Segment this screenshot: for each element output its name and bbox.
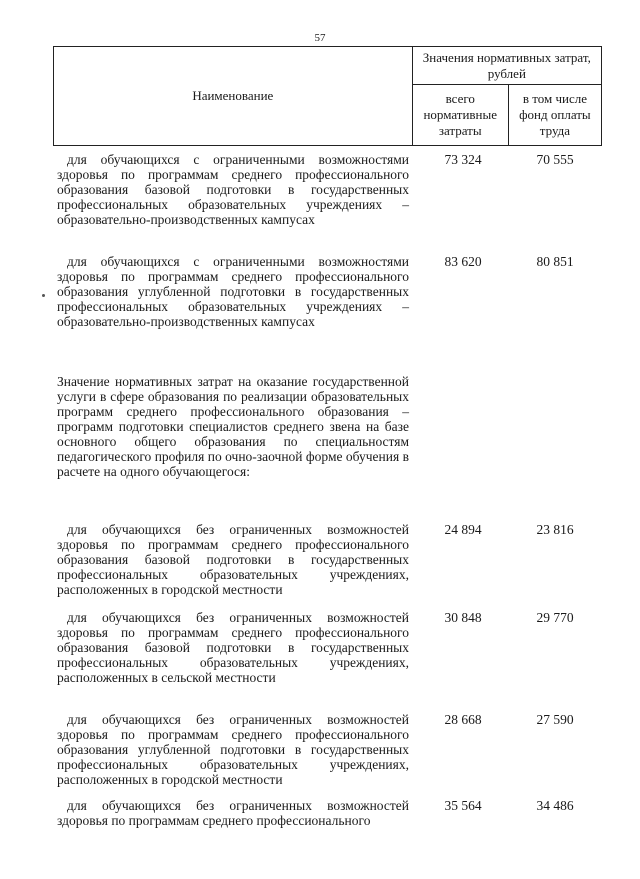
header-total-label: всего нормативные затраты bbox=[423, 91, 498, 138]
row-lead-text: Значение нормативных затрат на оказание государственной услуги в сфере образования по реализации образовательных программ среднего профессионального образования – программ подготовки специалистов среднего звена на базе основного общего образования по специальностям педагогического профиля по очно-заочной форме обучения в расчете на одного обучающегося: bbox=[57, 374, 409, 479]
row-name: для обучающихся без ограниченных возможностей здоровья по программам среднего профессионального образования базовой подготовки в государственных профессиональных образовательных учреждениях, расположенных в сельской местности bbox=[57, 610, 409, 685]
row-wage: 23 816 bbox=[536, 522, 574, 537]
row-total: 35 564 bbox=[444, 798, 482, 813]
header-group-label: Значения нормативных затрат, рублей bbox=[422, 49, 591, 81]
row-name: для обучающихся без ограниченных возможностей здоровья по программам среднего профессионального образования базовой подготовки в государственных профессиональных образовательных учреждениях, расположенных в городской местности bbox=[57, 522, 409, 597]
row-wage: 27 590 bbox=[536, 712, 574, 727]
row-name: для обучающихся без ограниченных возможностей здоровья по программам среднего профессионального образования углубленной подготовки в государственных профессиональных образовательных учреждениях, расположенных в городской местности bbox=[57, 712, 409, 787]
row-name: для обучающихся с ограниченными возможностями здоровья по программам среднего профессионального образования базовой подготовки в государственных профессиональных образовательных учреждениях – образовательно-производственных кампусах bbox=[57, 152, 409, 227]
row-total: 28 668 bbox=[444, 712, 482, 727]
row-wage: 34 486 bbox=[536, 798, 574, 813]
row-wage: 80 851 bbox=[536, 254, 574, 269]
header-wage-cell bbox=[508, 85, 601, 146]
header-name-label: Наименование bbox=[192, 88, 274, 103]
row-total: 30 848 bbox=[444, 610, 482, 625]
header-wage-label: в том числе фонд оплаты труда bbox=[519, 91, 591, 138]
row-total: 83 620 bbox=[444, 254, 482, 269]
table-header bbox=[53, 46, 602, 146]
row-total: 24 894 bbox=[444, 522, 482, 537]
row-wage: 70 555 bbox=[536, 152, 574, 167]
header-total-cell bbox=[412, 85, 508, 146]
row-name: для обучающихся с ограниченными возможностями здоровья по программам среднего профессионального образования углубленной подготовки в государственных профессиональных образовательных учреждениях – образовательно-производственных кампусах bbox=[57, 254, 409, 329]
row-total: 73 324 bbox=[444, 152, 482, 167]
scan-speck bbox=[42, 294, 45, 297]
header-group-cell bbox=[412, 47, 601, 85]
row-name: для обучающихся без ограниченных возможностей здоровья по программам среднего профессионального bbox=[57, 798, 409, 828]
page-number: 57 bbox=[314, 32, 326, 44]
header-name-cell bbox=[54, 47, 413, 146]
row-wage: 29 770 bbox=[536, 610, 574, 625]
